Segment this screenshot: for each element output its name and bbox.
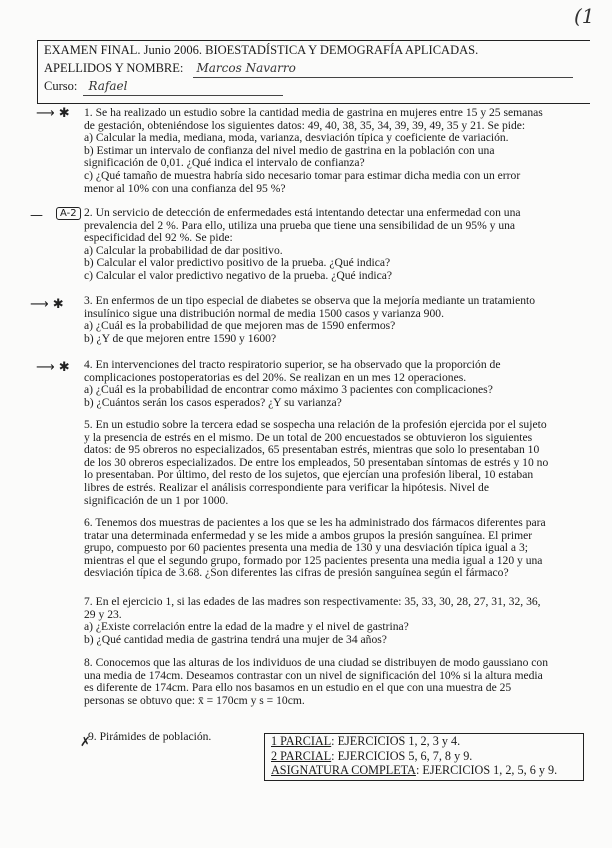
question-2 (84, 207, 589, 283)
exam-parts-box (264, 733, 584, 781)
question-line: es diferente de 174cm. Para ello nos basamos en un estudio en el que con una muestra de 25 (84, 681, 512, 695)
question-line: b) ¿Qué cantidad media de gastrina tendrá una mujer de 34 años? (84, 632, 387, 646)
question-line: En el ejercicio 1, si las edades de las madres son respectivamente: 35, 33, 30, 28, 27, 31, 32, 36, (95, 595, 541, 608)
question-3 (84, 295, 589, 345)
question-line: mientras el que el segundo grupo, formado por 125 pacientes presenta una media igual a 120 y una (84, 553, 543, 567)
question-line: Tenemos dos muestras de pacientes a los que se les ha administrado dos fármacos diferentes para (95, 516, 546, 529)
question-line: Un servicio de detección de enfermedades está intentando detectar una enfermedad con una (95, 206, 521, 219)
question-line: Pirámides de población. (99, 730, 212, 743)
name-row (44, 61, 296, 75)
summary-label: ASIGNATURA COMPLETA (271, 763, 416, 777)
question-line: 29 y 23. (84, 607, 122, 621)
question-number: 7. (84, 595, 93, 608)
summary-row (265, 734, 583, 749)
question-line: prevalencia del 2 %. Para ello, utiliza una prueba que tiene una sensibilidad de un 95% y una (84, 218, 516, 232)
question-9 (88, 731, 258, 744)
question-7 (84, 596, 589, 646)
question-line: En intervenciones del tracto respiratorio superior, se ha observado que la proporción de (95, 358, 501, 371)
question-line: b) Estimar un intervalo de confianza del nivel medio de gastrina en la población con una (84, 143, 495, 157)
question-1 (84, 107, 589, 195)
question-line: datos: de 95 obreros no especializados, 65 presentaban estrés, mientras que solo lo presentaban 10 (84, 443, 540, 457)
page-number-mark: (1 (574, 4, 595, 28)
question-number: 9. (88, 730, 97, 743)
question-line: a) ¿Cuál es la probabilidad de que mejoren mas de 1590 enfermos? (84, 319, 396, 333)
summary-row (265, 763, 583, 778)
question-line: libres de estrés. Realizar el análisis correspondiente para verificar la hipótesis. Nivel de (84, 480, 489, 494)
summary-label: 2 PARCIAL (271, 748, 332, 763)
question-line: a) Calcular la media, mediana, moda, varianza, desviación típica y coeficiente de variación. (84, 131, 509, 145)
question-line: a) ¿Existe correlación entre la edad de la madre y el nivel de gastrina? (84, 620, 409, 634)
question-line: En enfermos de un tipo especial de diabetes se observa que la mejoría mediante un tratamiento (95, 294, 536, 307)
arrow-mark-q1: ⟶ ✱ (36, 106, 70, 121)
summary-label: 1 PARCIAL (271, 734, 332, 748)
question-line: desviación típica de 3.68. ¿Son diferentes las cifras de presión sanguínea según el fármaco? (84, 566, 509, 580)
summary-text: : EJERCICIOS 5, 6, 7, 8 y 9. (331, 748, 473, 763)
dash-mark-q2: — (30, 208, 43, 223)
question-line: grupo, compuesto por 60 pacientes presenta una media de 130 y una desviación típica igual a 3; (84, 541, 528, 555)
question-line: a) Calcular la probabilidad de dar positivo. (84, 243, 283, 257)
question-6 (84, 517, 589, 580)
question-line: personas se obtuvo que: x̄ = 170cm y s = 10cm. (84, 693, 305, 707)
question-line: lo presentaban. Por último, del resto de los sujetos, que ejercían una profesión liberal, 10 estaban (84, 468, 534, 482)
question-line: c) Calcular el valor predictivo negativo de la prueba. ¿Qué indica? (84, 268, 393, 282)
question-line: especificidad del 92 %. Se pide: (84, 231, 233, 245)
exam-header (37, 40, 590, 104)
question-line: significación de un 1 por 1000. (84, 493, 229, 507)
summary-row (265, 749, 583, 764)
question-line: complicaciones postoperatorias es del 20%. Se realizan en un mes 12 operaciones. (84, 370, 467, 384)
question-4 (84, 359, 589, 409)
question-line: de los 30 obreros especializados. De entre los empleados, 50 presentaban síntomas de estrés y 10 no (84, 455, 549, 469)
exam-title: EXAMEN FINAL. Junio 2006. BIOESTADÍSTICA Y DEMOGRAFÍA APLICADAS. (44, 43, 479, 57)
course-label: Curso: (44, 79, 78, 93)
question-number: 4. (84, 358, 93, 371)
question-5 (84, 419, 589, 507)
question-number: 5. (84, 418, 93, 431)
course-value: Rafael (88, 79, 128, 93)
question-number: 6. (84, 516, 93, 529)
question-number: 2. (84, 206, 93, 219)
question-line: En un estudio sobre la tercera edad se sospecha una relación de la profesión ejercida por el sujeto (95, 418, 547, 431)
arrow-mark-q3: ⟶ ✱ (30, 297, 64, 312)
question-line: una media de 174cm. Deseamos contrastar con un nivel de significación del 10% si la altura media (84, 668, 543, 682)
question-line: y la presencia de estrés en el mismo. De un total de 200 encuestados se obtuvieron los siguientes (84, 430, 533, 444)
question-line: c) ¿Qué tamaño de muestra habría sido necesario tomar para estimar dicha media con un error (84, 168, 521, 182)
question-line: menor al 10% con una confianza del 95 %? (84, 181, 286, 195)
arrow-mark-q4: ⟶ ✱ (36, 360, 70, 375)
question-line: Se ha realizado un estudio sobre la cantidad media de gastrina en mujeres entre 15 y 25 semanas (95, 106, 543, 119)
summary-text: : EJERCICIOS 1, 2, 5, 6 y 9. (415, 763, 558, 777)
question-line: insulínico sigue una distribución normal de media 1500 casos y varianza 900. (84, 306, 444, 320)
cross-mark-q9: ✗ (80, 735, 91, 750)
question-8 (84, 657, 589, 707)
question-line: de gestación, obteniéndose los siguientes datos: 49, 40, 38, 35, 34, 39, 39, 49, 35 y 21. Se pide: (84, 118, 526, 132)
question-line: Conocemos que las alturas de los individuos de una ciudad se distribuyen de modo gaussiano con (95, 656, 549, 669)
question-line: b) ¿Cuántos serán los casos esperados? ¿Y su varianza? (84, 395, 342, 409)
question-number: 3. (84, 294, 93, 307)
q2-box-mark: A-2 (56, 207, 81, 220)
question-number: 1. (84, 106, 93, 119)
question-line: significación de 0,01. ¿Qué indica el intervalo de confianza? (84, 156, 365, 170)
name-label: APELLIDOS Y NOMBRE: (44, 61, 184, 75)
question-line: b) Calcular el valor predictivo positivo de la prueba. ¿Qué indica? (84, 256, 391, 270)
course-row (44, 79, 127, 93)
name-value: Marcos Navarro (196, 61, 296, 75)
summary-text: : EJERCICIOS 1, 2, 3 y 4. (331, 734, 461, 748)
question-number: 8. (84, 656, 93, 669)
question-line: b) ¿Y de que mejoren entre 1590 y 1600? (84, 331, 277, 345)
question-line: a) ¿Cuál es la probabilidad de encontrar como máximo 3 pacientes con complicaciones? (84, 383, 493, 397)
question-line: tratar una determinada enfermedad y se les mide a ambos grupos la presión sanguínea. El primer (84, 528, 533, 542)
